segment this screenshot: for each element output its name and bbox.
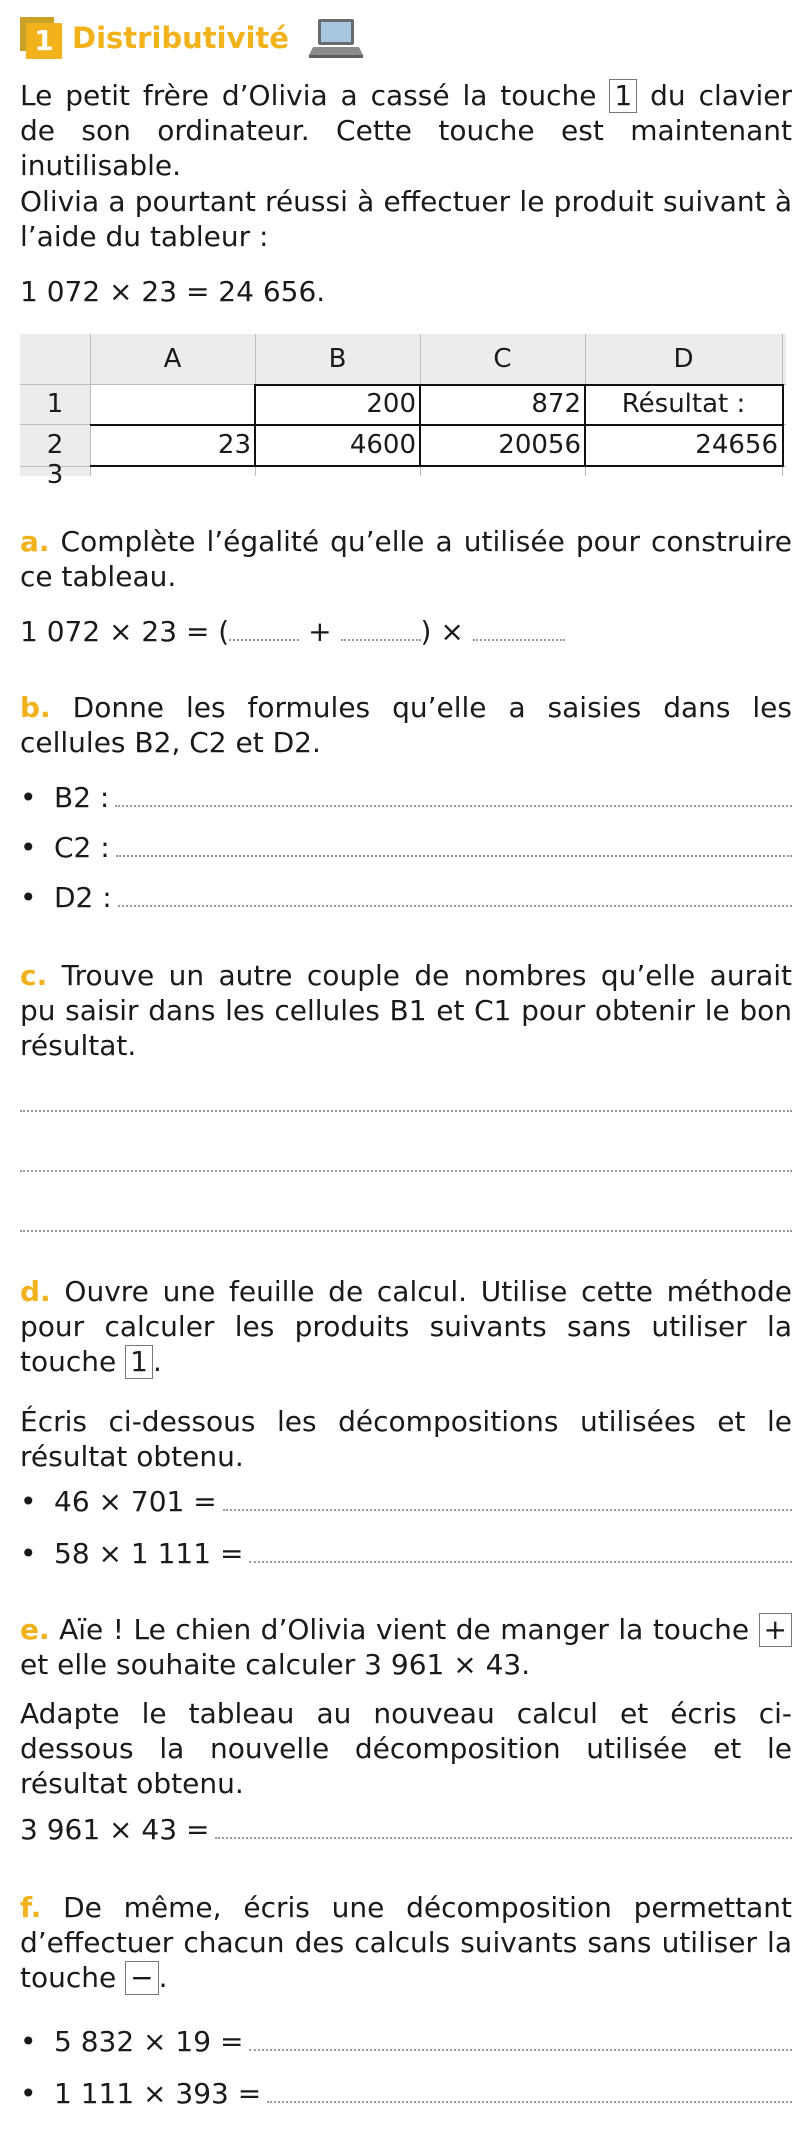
question-b: b. Donne les formules qu’elle a saisies dans les cellules B2, C2 et D2. xyxy=(20,691,792,759)
answer-e: 3 961 × 43 = xyxy=(20,1812,792,1847)
answer-line-f-2[interactable] xyxy=(267,2079,792,2103)
key-plus: + xyxy=(759,1613,792,1647)
spreadsheet xyxy=(20,334,786,490)
row-header-1: 1 xyxy=(46,389,64,419)
question-e: e. Aïe ! Le chien d’Olivia vient de manger la touche + et elle souhaite calculer 3 961 × 43. xyxy=(20,1612,792,1682)
question-c: c. Trouve un autre couple de nombres qu’elle aurait pu saisir dans les cellules B1 et C1 pour obtenir le bon résultat. xyxy=(20,959,792,1062)
column-header-d: D xyxy=(673,344,694,374)
cell-b2: 4600 xyxy=(349,430,416,460)
intro-equation: 1 072 × 23 = 24 656. xyxy=(20,275,326,308)
key-1: 1 xyxy=(609,79,637,113)
answer-line-d2[interactable] xyxy=(118,883,792,907)
key-minus: − xyxy=(125,1961,158,1995)
cell-c1: 872 xyxy=(531,389,581,419)
answer-line-d-1[interactable] xyxy=(223,1487,792,1511)
exercise-header xyxy=(20,10,363,66)
answer-line-d-2[interactable] xyxy=(249,1539,792,1563)
blank-2[interactable] xyxy=(341,619,421,641)
column-header-a: A xyxy=(163,344,182,374)
cell-b1: 200 xyxy=(366,389,416,419)
cell-a1 xyxy=(90,385,255,423)
question-f: f. De même, écris une décomposition permettant d’effectuer chacun des calculs suivants sans utiliser la touche − . xyxy=(20,1891,792,1994)
answer-line-f-1[interactable] xyxy=(249,2027,792,2051)
answer-c2: • C2 : xyxy=(20,830,792,865)
laptop-icon xyxy=(309,15,363,61)
answer-b2: • B2 : xyxy=(20,780,792,815)
answer-line-c2[interactable] xyxy=(116,833,792,857)
blank-3[interactable] xyxy=(473,619,565,641)
answer-line-e[interactable] xyxy=(215,1815,792,1839)
answer-line-c-1[interactable] xyxy=(20,1110,792,1112)
blank-1[interactable] xyxy=(229,619,299,641)
answer-d-1: • 46 × 701 = xyxy=(20,1484,792,1519)
cell-d1: Résultat : xyxy=(621,389,746,419)
cell-d2: 24656 xyxy=(695,430,778,460)
answer-line-c-3[interactable] xyxy=(20,1230,792,1232)
answer-d2: • D2 : xyxy=(20,880,792,915)
answer-f-2: • 1 111 × 393 = xyxy=(20,2076,792,2111)
intro-paragraph-2: Olivia a pourtant réussi à effectuer le produit suivant à l’aide du tableur : xyxy=(20,185,792,253)
row-header-3: 3 xyxy=(46,460,64,490)
question-e-instruction: Adapte le tableau au nouveau calcul et écris ci-dessous la nouvelle décomposition utilisée et le résultat obtenu. xyxy=(20,1697,792,1800)
exercise-number: 1 xyxy=(26,23,62,59)
answer-line-b2[interactable] xyxy=(115,783,792,807)
exercise-title: Distributivité xyxy=(72,21,289,55)
cell-a2: 23 xyxy=(217,430,251,460)
key-1: 1 xyxy=(125,1345,153,1379)
intro-paragraph-1: Le petit frère d’Olivia a cassé la touche 1 du clavier de son ordinateur. Cette touche est maintenant inutilisable. xyxy=(20,79,792,182)
question-d-instruction: Écris ci-dessous les décompositions utilisées et le résultat obtenu. xyxy=(20,1405,792,1473)
column-header-b: B xyxy=(328,344,347,374)
answer-line-c-2[interactable] xyxy=(20,1170,792,1172)
cell-c2: 20056 xyxy=(498,430,581,460)
column-header-c: C xyxy=(493,344,512,374)
question-a: a. Complète l’égalité qu’elle a utilisée pour construire ce tableau. xyxy=(20,525,792,593)
exercise-number-badge xyxy=(20,17,62,59)
answer-d-2: • 58 × 1 111 = xyxy=(20,1536,792,1571)
row-header-2: 2 xyxy=(46,430,64,460)
question-d: d. Ouvre une feuille de calcul. Utilise cette méthode pour calculer les produits suivants sans utiliser la touche 1 . xyxy=(20,1275,792,1378)
question-a-equation: 1 072 × 23 = ( + ) × xyxy=(20,614,792,649)
answer-f-1: • 5 832 × 19 = xyxy=(20,2024,792,2059)
